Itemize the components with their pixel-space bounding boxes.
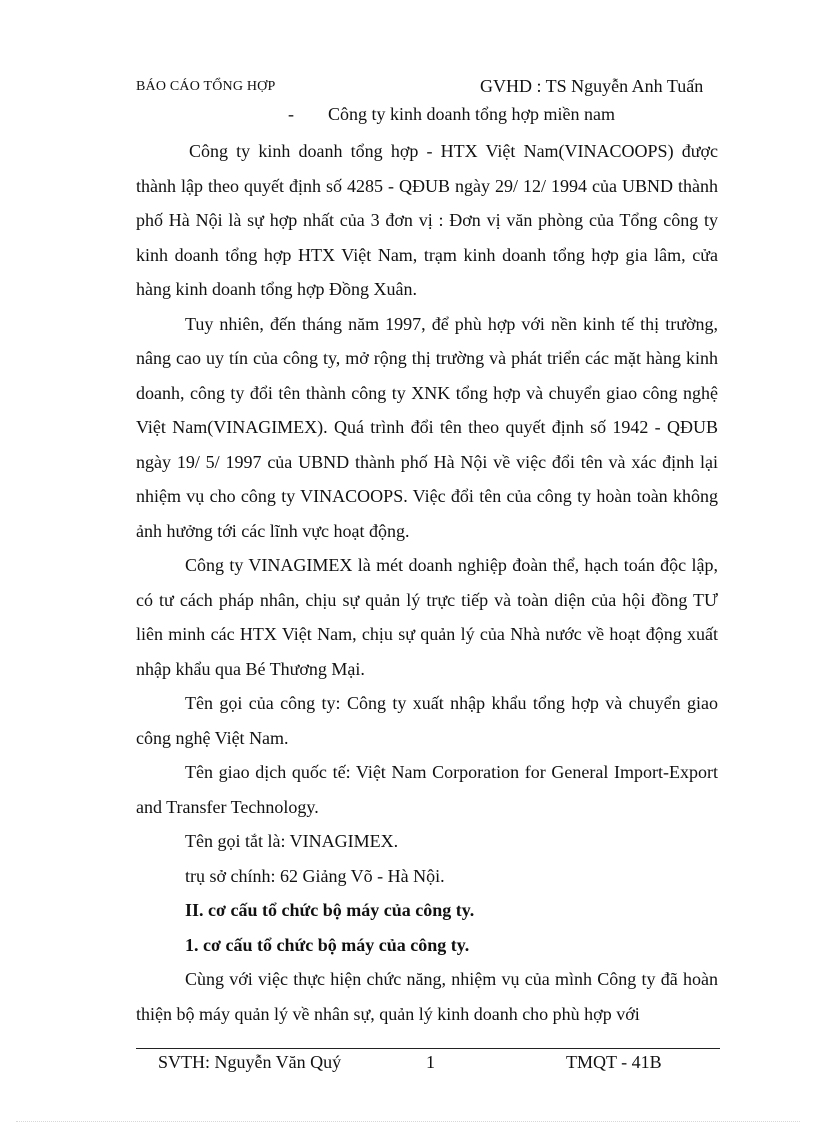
paragraph-renaming: Tuy nhiên, đến tháng năm 1997, để phù hợp với nền kinh tế thị trường, nâng cao uy tín của công ty, mở rộng thị trường và phát triển các mặt hàng kinh doanh, công ty đổi tên thành công ty XNK tổng hợp và chuyển giao công nghệ Việt Nam(VINAGIMEX). Quá trình đổi tên theo quyết định số 1942 - QĐUB ngày 19/ 5/ 1997 của UBND thành phố Hà Nội về việc đổi tên và xác định lại nhiệm vụ cho công ty VINACOOPS. Việc đổi tên của công ty hoàn toàn không ảnh hưởng tới các lĩnh vực hoạt động.	[136, 313, 718, 541]
page-footer	[136, 1052, 720, 1076]
paragraph-trade-name: Tên giao dịch quốc tế: Việt Nam Corporation for General Import-Export and Transfer Technology.	[136, 762, 718, 817]
paragraph-closing: Cùng với việc thực hiện chức năng, nhiệm vụ của mình Công ty đã hoàn thiện bộ máy quản lý về nhân sự, quản lý kinh doanh cho phù hợp với	[136, 969, 718, 1024]
section-subtitle-text: Công ty kinh doanh tổng hợp miền nam	[328, 104, 615, 124]
body-text	[136, 134, 718, 1031]
class-code: TMQT - 41B	[566, 1052, 662, 1072]
list-dash: -	[288, 104, 294, 124]
student-name: SVTH: Nguyễn Văn Quý	[158, 1052, 342, 1072]
paragraph-founding: Công ty kinh doanh tổng hợp - HTX Việt Nam(VINACOOPS) được thành lập theo quyết định số 4285 - QĐUB ngày 29/ 12/ 1994 của UBND thành phố Hà Nội là sự hợp nhất của 3 đơn vị : Đơn vị văn phòng của Tổng công ty kinh doanh tổng hợp HTX Việt Nam, trạm kinh doanh tổng hợp gia lâm, cửa hàng kinh doanh tổng hợp Đồng Xuân.	[136, 141, 718, 299]
paragraph-status: Công ty VINAGIMEX là mét doanh nghiệp đoàn thể, hạch toán độc lập, có tư cách pháp nhân, chịu sự quản lý trực tiếp và toàn diện của hội đồng TƯ liên minh các HTX Việt Nam, chịu sự quản lý của Nhà nước về hoạt động xuất nhập khẩu qua Bé Thương Mại.	[136, 555, 718, 679]
page-number: 1	[426, 1052, 435, 1072]
paragraph-company-name: Tên gọi của công ty: Công ty xuất nhập khẩu tổng hợp và chuyển giao công nghệ Việt Nam.	[136, 693, 718, 748]
section-subtitle	[288, 104, 615, 125]
report-title: BÁO CÁO TỔNG HỢP	[136, 79, 276, 94]
advisor-name: GVHD : TS Nguyễn Anh Tuấn	[480, 76, 704, 96]
paragraph-headquarters: trụ sở chính: 62 Giảng Võ - Hà Nội.	[185, 865, 445, 886]
footer-divider	[136, 1048, 720, 1049]
page-boundary	[16, 1121, 800, 1122]
heading-subsection-1: 1. cơ cấu tổ chức bộ máy của công ty.	[185, 934, 470, 955]
paragraph-short-name: Tên gọi tắt là: VINAGIMEX.	[185, 831, 399, 851]
page-header	[136, 76, 716, 100]
heading-section-2: II. cơ cấu tổ chức bộ máy của công ty.	[185, 900, 475, 920]
